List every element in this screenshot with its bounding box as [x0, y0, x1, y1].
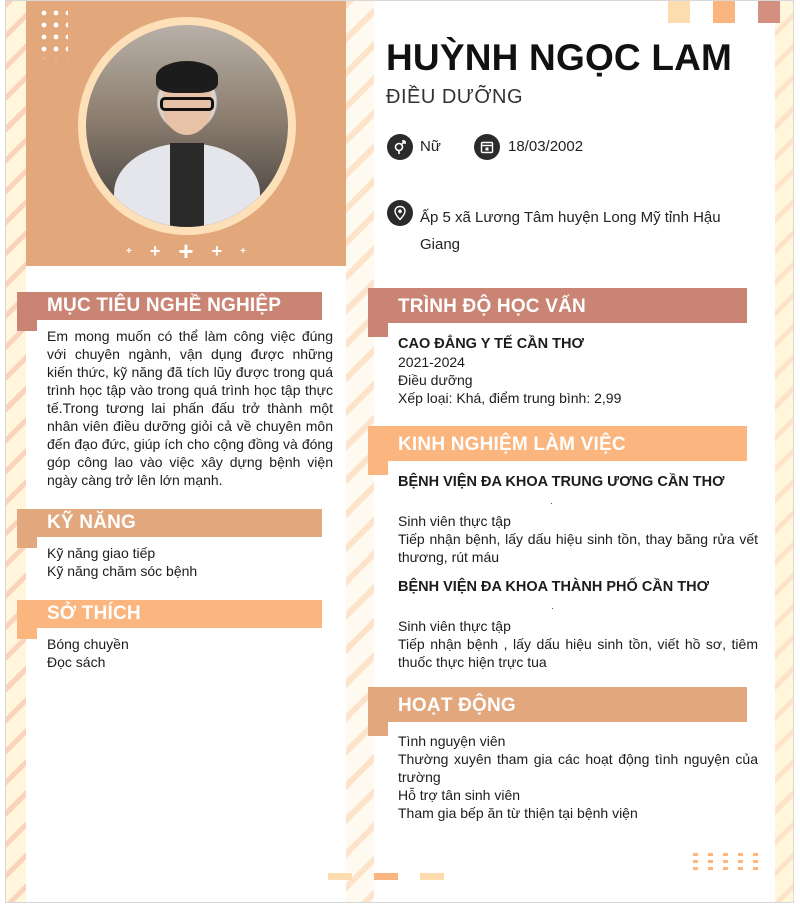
job-title: ĐIỀU DƯỠNG — [386, 86, 524, 108]
gender-value: Nữ — [420, 138, 441, 155]
experience-place: BỆNH VIỆN ĐA KHOA THÀNH PHỐ CẦN THƠ — [398, 579, 709, 595]
hobbies-list — [47, 635, 333, 671]
experience-job-2 — [398, 578, 758, 671]
resume-page — [5, 0, 794, 903]
birthdate-value: 18/03/2002 — [508, 138, 584, 155]
education-school: CAO ĐẲNG Y TẾ CẦN THƠ — [398, 336, 584, 352]
experience-spacer — [398, 491, 758, 512]
corner-square-decoration — [668, 1, 690, 23]
address-value — [420, 204, 750, 259]
hobbies-heading-tab — [17, 628, 37, 639]
skill-item: Kỹ năng giao tiếp — [47, 545, 156, 561]
activity-item: Thường xuyên tham gia các hoạt động tình nguyện của trường — [398, 751, 758, 785]
education-heading-tab — [368, 323, 388, 337]
experience-heading-tab — [368, 461, 388, 475]
corner-square-decoration — [758, 1, 780, 23]
experience-role: Sinh viên thực tập — [398, 513, 511, 529]
education-years: 2021-2024 — [398, 354, 465, 370]
right-stripe-decoration — [773, 1, 793, 903]
stray-dot — [552, 608, 553, 609]
education-grade: Xếp loại: Khá, điểm trung bình: 2,99 — [398, 390, 622, 406]
dots-decoration — [38, 7, 68, 59]
hobby-item: Bóng chuyền — [47, 636, 129, 652]
left-stripe-decoration — [6, 1, 26, 903]
dash-grid-decoration — [693, 853, 761, 873]
photo-shirt — [170, 143, 204, 227]
skills-heading-tab — [17, 537, 37, 548]
stray-dot — [551, 503, 552, 504]
experience-heading: KINH NGHIỆM LÀM VIỆC — [368, 426, 747, 461]
skills-heading: KỸ NĂNG — [17, 509, 322, 537]
education-heading: TRÌNH ĐỘ HỌC VẤN — [368, 288, 747, 323]
experience-job-1 — [398, 473, 758, 566]
calendar-icon — [474, 134, 500, 160]
corner-square-decoration — [713, 1, 735, 23]
experience-place: BỆNH VIỆN ĐA KHOA TRUNG ƯƠNG CẦN THƠ — [398, 474, 725, 490]
bottom-dash-decoration — [374, 873, 398, 880]
gender-icon — [387, 134, 413, 160]
experience-desc: Tiếp nhận bệnh , lấy dấu hiệu sinh tồn, viết hồ sơ, tiêm thuốc thực hiện trực tua — [398, 636, 758, 670]
education-block — [398, 335, 758, 407]
education-major: Điều dưỡng — [398, 372, 473, 388]
objective-heading-tab — [17, 320, 37, 331]
bottom-dash-decoration — [420, 873, 444, 880]
photo-block — [26, 1, 346, 266]
skills-list — [47, 544, 333, 580]
location-pin-icon — [387, 200, 413, 226]
candidate-name: HUỲNH NGỌC LAM — [386, 37, 733, 78]
address-line-2: Giang — [420, 236, 461, 253]
hobbies-heading: SỞ THÍCH — [17, 600, 322, 628]
photo-hair — [156, 61, 218, 93]
activity-item: Tình nguyện viên — [398, 733, 506, 749]
photo-glasses — [160, 97, 214, 111]
hobby-item: Đọc sách — [47, 654, 106, 670]
bottom-dash-decoration — [328, 873, 352, 880]
sparkles-decoration: + + + + + — [126, 235, 246, 266]
experience-desc: Tiếp nhận bệnh, lấy dấu hiệu sinh tồn, thay băng rửa vết thương, rút máu — [398, 531, 758, 565]
address-line-1: Ấp 5 xã Lương Tâm huyện Long Mỹ tỉnh Hậu — [420, 209, 721, 226]
activity-item: Tham gia bếp ăn từ thiện tại bệnh viện — [398, 805, 638, 821]
objective-heading: MỤC TIÊU NGHỀ NGHIỆP — [17, 292, 322, 320]
activities-list — [398, 732, 758, 822]
profile-photo — [86, 25, 288, 227]
experience-role: Sinh viên thực tập — [398, 618, 511, 634]
activities-heading-tab — [368, 722, 388, 736]
activities-heading: HOẠT ĐỘNG — [368, 687, 747, 722]
experience-spacer — [398, 596, 758, 617]
activity-item: Hỗ trợ tân sinh viên — [398, 787, 521, 803]
skill-item: Kỹ năng chăm sóc bệnh — [47, 563, 198, 579]
objective-text: Em mong muốn có thể làm công việc đúng với chuyên ngành, vận dụng được những kiến thức, kỹ năng đã tích lũy được trong quá trình học tập vào trong quá trình học tập thực tế.Trong tương lai phấn đấu trở thành một nhân viên điều dưỡng giỏi cả về chuyên môn đến đạo đức, giúp ích cho cộng đồng và đóng góp công lao vào việc xây dựng bệnh viện ngày càng trở lên lớn mạnh. — [47, 328, 333, 488]
